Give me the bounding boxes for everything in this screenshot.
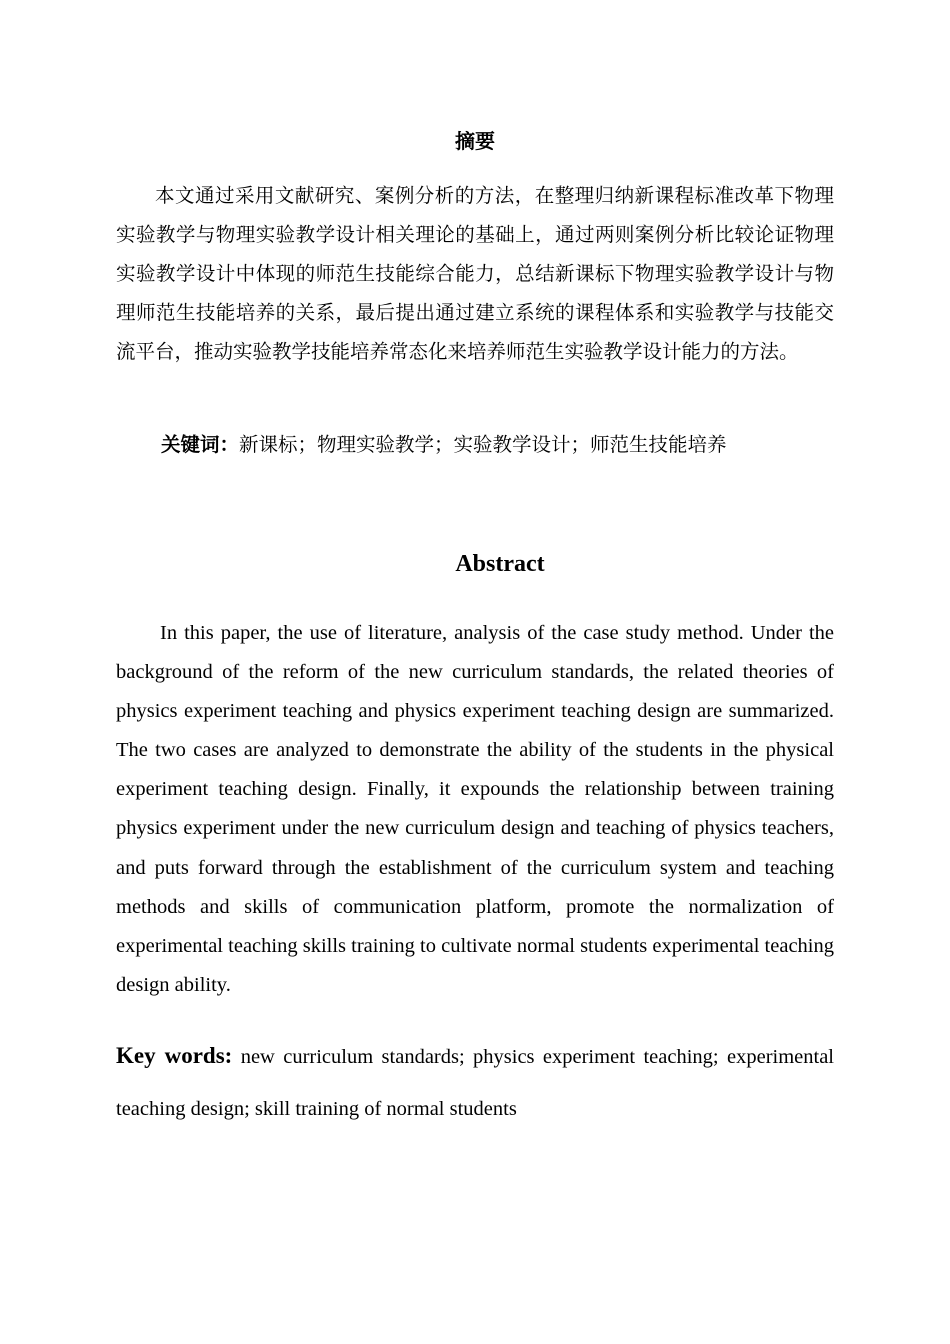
english-keywords-text: new curriculum standards; physics experiment teaching; experimental teaching design; skill training of normal students [116,1046,835,1120]
english-keywords-line [116,1030,834,1135]
chinese-keywords-label: 关键词： [161,433,240,456]
english-abstract-body: In this paper, the use of literature, analysis of the case study method. Under the background of the reform of the new curriculum standards, the related theories of physics experiment teaching and physics experiment teaching design are summarized. The two cases are analyzed to demonstrate the ability of the students in the physical experiment teaching design. Finally, it expounds the relationship between training physics experiment under the new curriculum design and teaching of physics teachers, and puts forward through the establishment of the curriculum system and teaching methods and skills of communication platform, promote the normalization of experimental teaching skills training to cultivate normal students experimental teaching design ability. [116,622,834,996]
chinese-abstract-body: 本文通过采用文献研究、案例分析的方法，在整理归纳新课程标准改革下物理实验教学与物理实验教学设计相关理论的基础上，通过两则案例分析比较论证物理实验教学设计中体现的师范生技能综合能力，总结新课标下物理实验教学设计与物理师范生技能培养的关系，最后提出通过建立系统的课程体系和实验教学与技能交流平台，推动实验教学技能培养常态化来培养师范生实验教学设计能力的方法。 [116,184,834,363]
chinese-keywords-line [161,428,834,462]
english-keywords-label: Key words: [116,1043,233,1068]
chinese-keywords-text: 新课标；物理实验教学；实验教学设计；师范生技能培养 [239,433,727,456]
chinese-abstract-heading: 摘要 [455,129,495,153]
english-abstract-heading: Abstract [455,551,545,577]
